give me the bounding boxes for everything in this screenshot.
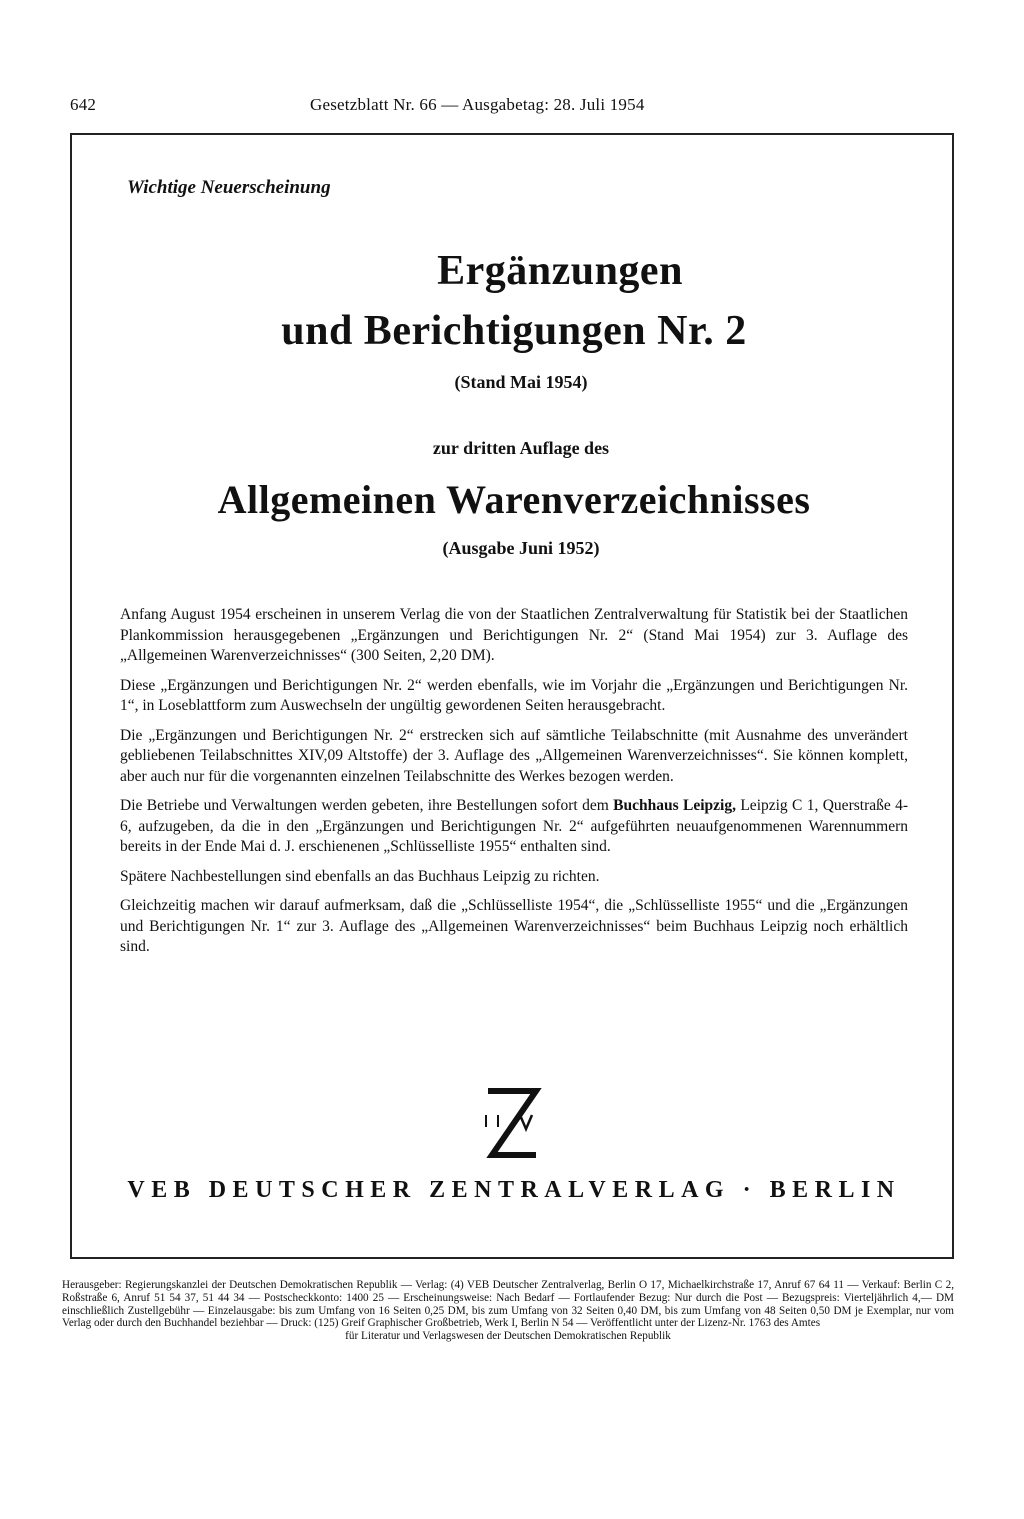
paragraph-4-start: Die Betriebe und Verwaltungen werden gebeten, ihre Bestellungen sofort dem bbox=[120, 797, 609, 814]
advertisement-frame bbox=[70, 133, 954, 1259]
edition-note: (Ausgabe Juni 1952) bbox=[442, 538, 600, 558]
paragraph-4-end: Leipzig C 1, Querstraße 4-6, aufzugeben, da die in den „Ergänzungen und Berichtigungen Nr. 2“ aufgeführten neuaufgenommenen Warennummern bereits in der Ende Mai d. J. erschienenen „Schlüsselliste 1955“ enthalten sind. bbox=[120, 797, 909, 855]
paragraph-3: Die „Ergänzungen und Berichtigungen Nr. 2“ erstrecken sich auf sämtliche Teilabschnitte (mit Ausnahme des unverändert gebliebenen Teilabschnittes XIV,09 Altstoffe) der 3. Auflage des „Allgemeinen Warenverzeichnisses“. Sie können komplett, aber auch nur für die vorgenannten einzelnen Teilabschnitte des Werkes bezogen werden. bbox=[120, 726, 908, 785]
paragraph-6: Gleichzeitig machen wir darauf aufmerksam, daß die „Schlüsselliste 1954“, die „Schlüsselliste 1955“ und die „Ergänzungen und Berichtigungen Nr. 1“ zur 3. Auflage des „Allgemeinen Warenverzeichnisses“ beim Buchhaus Leipzig noch erhältlich sind. bbox=[120, 897, 908, 955]
title-line-3: Allgemeinen Warenverzeichnisses bbox=[217, 477, 811, 522]
kicker: Wichtige Neuerscheinung bbox=[127, 177, 331, 198]
paragraph-1: Anfang August 1954 erscheinen in unserem Verlag die von der Staatlichen Zentralverwaltung für Statistik bei der Staatlichen Plankommission herausgegebenen „Ergänzungen und Berichtigungen Nr. 2“ (Stand Mai 1954) zur 3. Auflage des „Allgemeinen Warenverzeichnisses“ (300 Seiten, 2,20 DM). bbox=[120, 606, 908, 664]
page-number: 642 bbox=[70, 95, 97, 114]
subtitle: zur dritten Auflage des bbox=[432, 438, 610, 458]
paragraph-4 bbox=[120, 796, 908, 858]
imprint-last-line: für Literatur und Verlagswesen der Deutschen Demokratischen Republik bbox=[345, 1330, 671, 1343]
title-line-1: Ergänzungen bbox=[437, 248, 683, 294]
verlag-logo-icon bbox=[482, 1085, 542, 1163]
title-line-2: und Berichtigungen Nr. 2 bbox=[281, 308, 747, 354]
body-text bbox=[120, 605, 908, 967]
imprint-text: Herausgeber: Regierungskanzlei der Deutschen Demokratischen Republik — Verlag: (4) VEB Deutscher Zentralverlag, Berlin O 17, Michaelkirchstraße 17, Anruf 67 64 11 — Verkauf: Berlin C 2, Roßstraße 6, Anruf 51 54 37, 51 44 34 — Postscheckkonto: 1400 25 — Erscheinungsweise: Nach Bedarf — Fortlaufender Bezug: Nur durch die Post — Bezugspreis: Vierteljährlich 4,— DM einschließlich Zustellgebühr — Einzelausgabe: bis zum Umfang von 16 Seiten 0,25 DM, bis zum Umfang von 32 Seiten 0,40 DM, bis zum Umfang von 48 Seiten 0,50 DM je Exemplar, nur vom Verlag oder durch den Buchhandel beziehbar — Druck: (125) Greif Graphischer Großbetrieb, Werk I, Berlin N 54 — Veröffentlicht unter der Lizenz-Nr. 1763 des Amtes bbox=[62, 1279, 954, 1330]
header-title: Gesetzblatt Nr. 66 — Ausgabetag: 28. Juli 1954 bbox=[310, 95, 645, 114]
imprint bbox=[62, 1279, 954, 1343]
paragraph-4-bold: Buchhaus Leipzig, bbox=[613, 797, 736, 814]
paragraph-5: Spätere Nachbestellungen sind ebenfalls an das Buchhaus Leipzig zu richten. bbox=[120, 867, 600, 885]
stand-note: (Stand Mai 1954) bbox=[454, 372, 588, 392]
paragraph-2: Diese „Ergänzungen und Berichtigungen Nr. 2“ werden ebenfalls, wie im Vorjahr die „Ergänzungen und Berichtigungen Nr. 1“, in Loseblattform zum Auswechseln der ungültig gewordenen Seiten herausgebracht. bbox=[120, 676, 908, 714]
publisher-name: VEB DEUTSCHER ZENTRALVERLAG · BERLIN bbox=[127, 1177, 901, 1203]
